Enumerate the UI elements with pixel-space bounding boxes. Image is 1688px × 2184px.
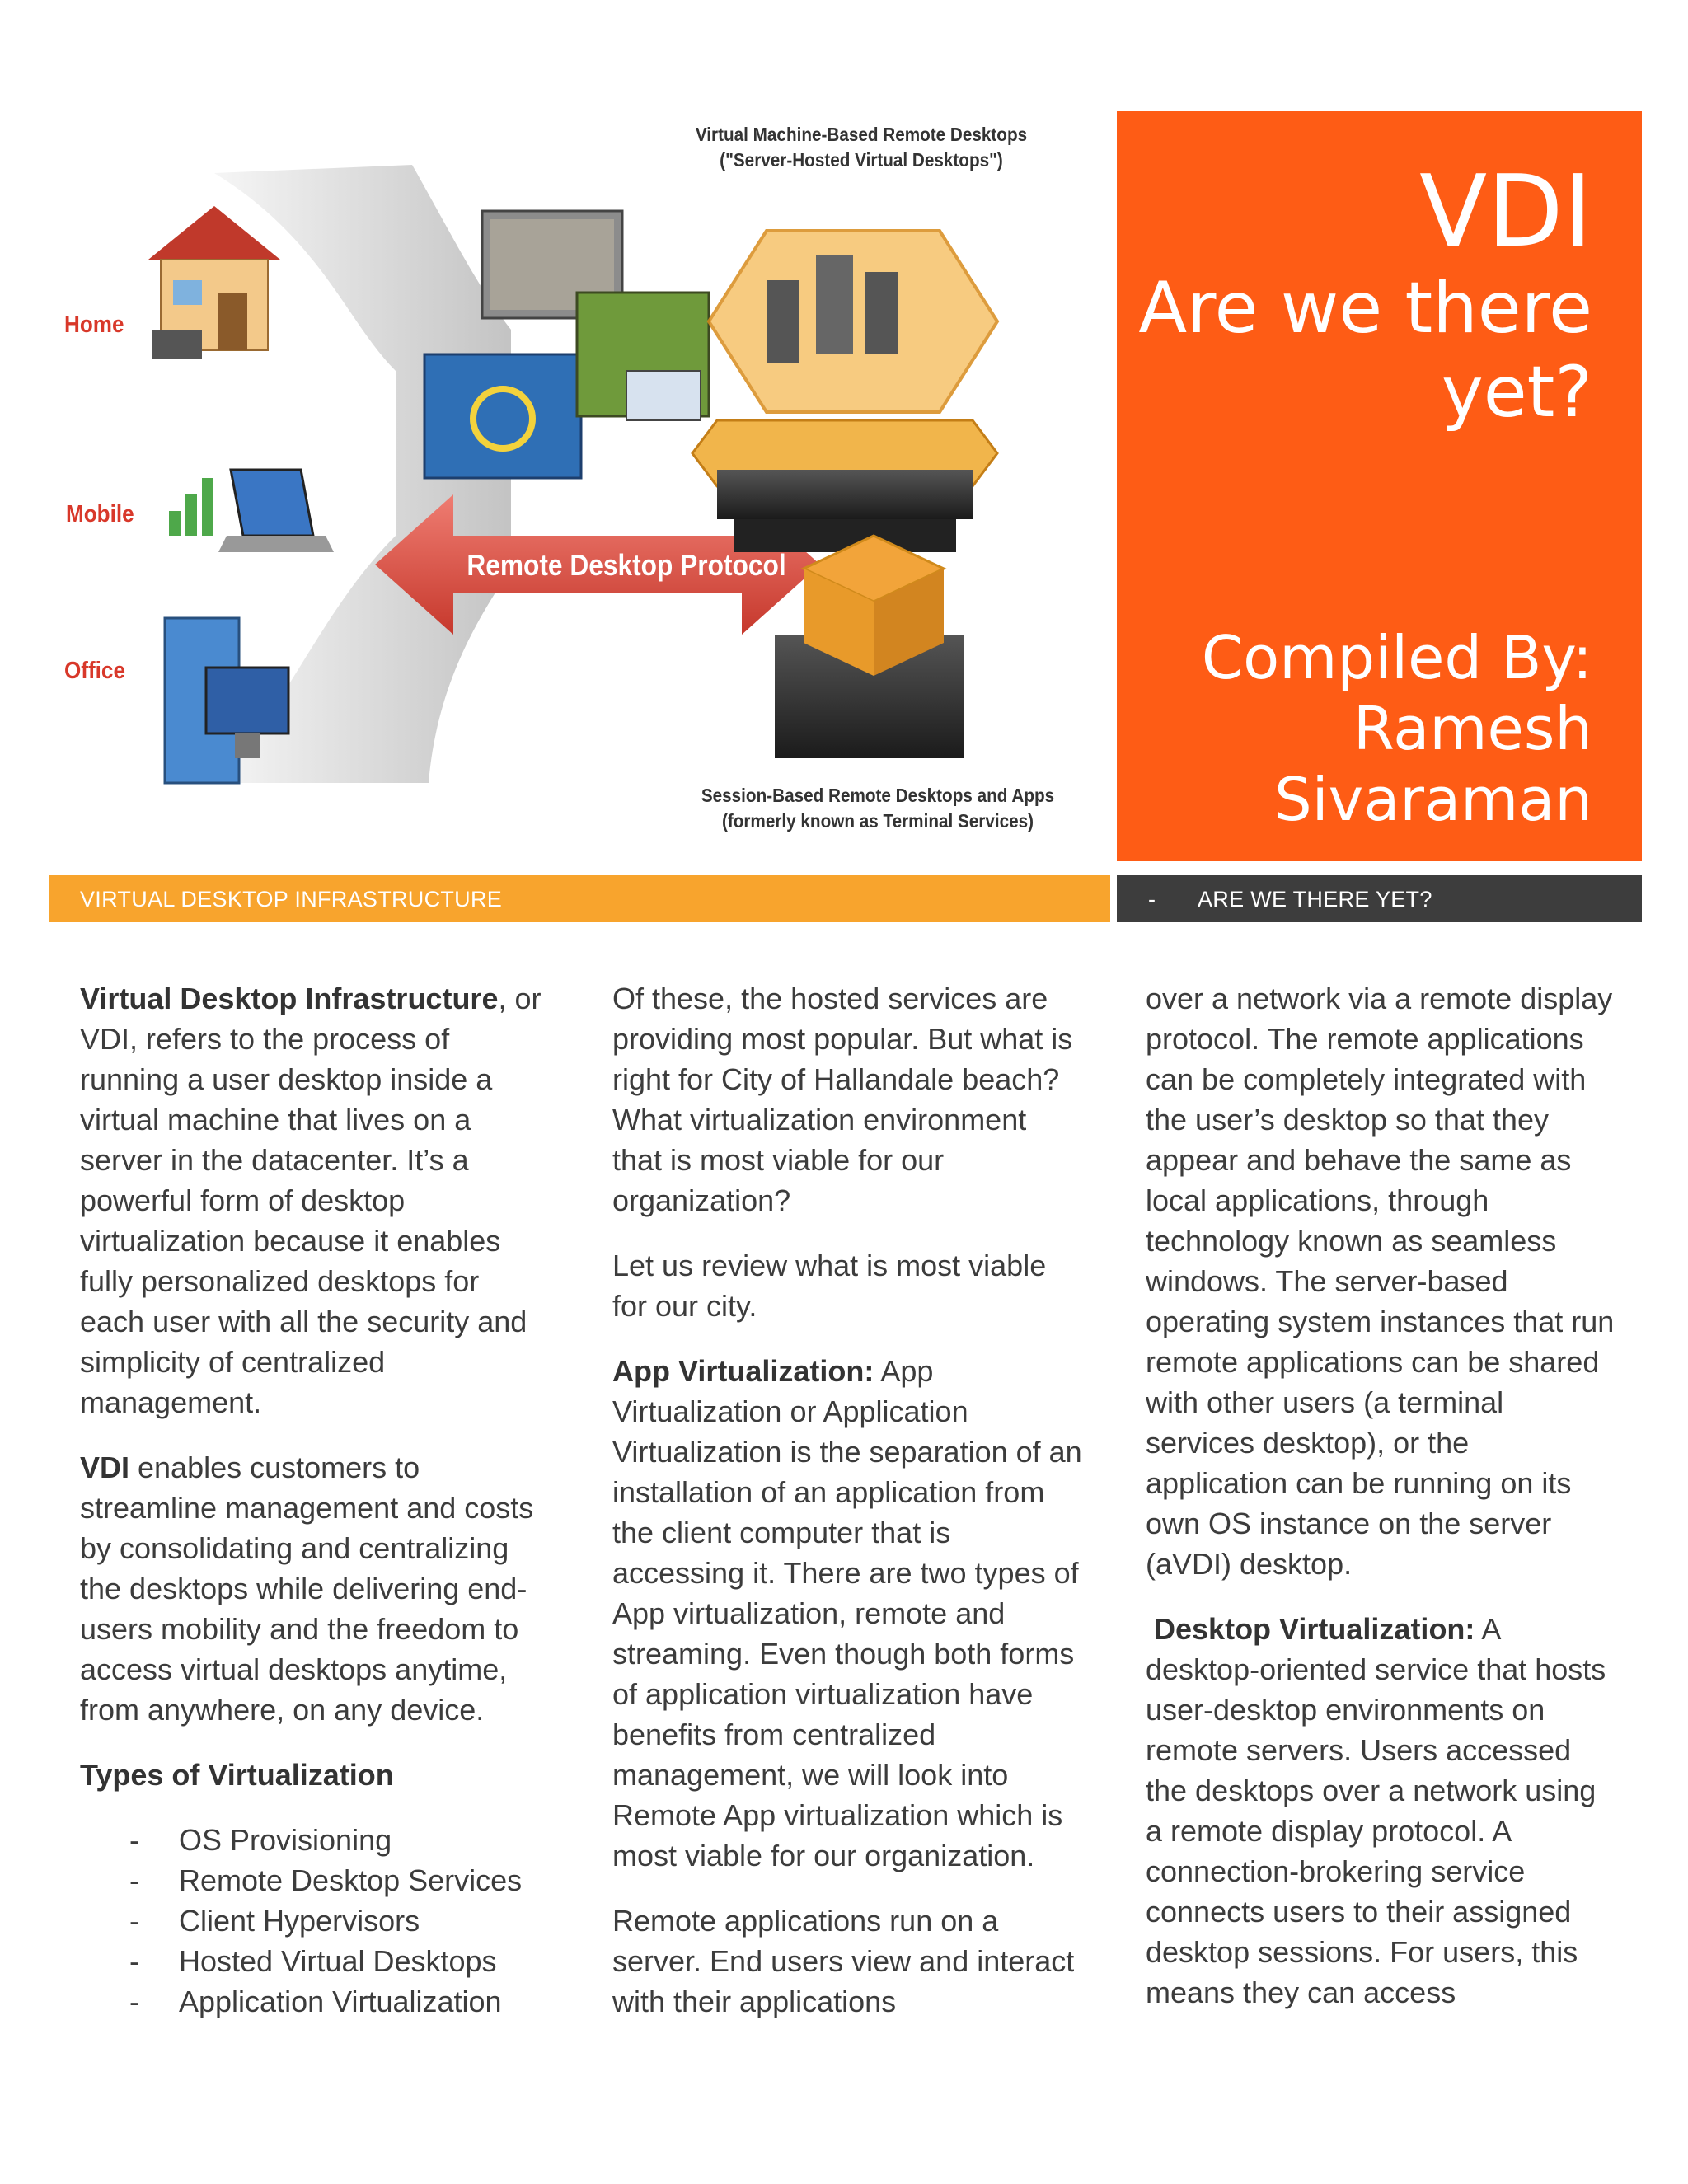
paragraph-text: enables customers to streamline management and costs by consolidating and centralizing the desktops while delivering end-users mobility and the freedom to access virtual desktops anytime, from anywhere, on any device. — [80, 1451, 534, 1727]
header-left-text: VIRTUAL DESKTOP INFRASTRUCTURE — [80, 887, 503, 912]
subtitle-line: yet? — [1441, 351, 1592, 434]
bottom-caption — [682, 783, 1075, 834]
bottom-caption-line: (formerly known as Terminal Services) — [721, 810, 1034, 832]
remote-desktop-protocol-label: Remote Desktop Protocol — [467, 548, 786, 582]
top-caption — [676, 122, 1047, 173]
list-item: - Application Virtualization — [129, 1985, 502, 2018]
header-right-text: ARE WE THERE YET? — [1198, 887, 1432, 912]
paragraph: Remote applications run on a server. End users view and interact with their applications — [612, 1904, 1075, 2018]
virtualization-types-list — [80, 1820, 550, 2022]
author-last-name: Sivaraman — [1273, 765, 1592, 834]
paragraph-text: A desktop-oriented service that hosts user-desktop environments on remote servers. Users accessed the desktops over a network using a remote display protocol. A connection-brokering service connects users to their assigned desktop sessions. For users, this means they can access — [1146, 1612, 1606, 2009]
hero-illustration — [49, 107, 1113, 857]
page-title: VDI — [1419, 155, 1592, 269]
section-heading — [80, 1755, 550, 1795]
types-heading: Types of Virtualization — [80, 1758, 394, 1792]
bold-term: Desktop Virtualization: — [1154, 1612, 1475, 1646]
paragraph: over a network via a remote display protocol. The remote applications can be completely integrated with the user’s desktop so that they appear and behave the same as local applications, through technology known as seamless windows. The server-based operating system instances that run remote applications can be shared with other users (a terminal services desktop), or the application can be running on its own OS instance on the server (aVDI) desktop. — [1146, 982, 1615, 1581]
list-item-text: Application Virtualization — [179, 1985, 502, 2018]
list-item: - Client Hypervisors — [129, 1904, 420, 1938]
office-label: Office — [64, 658, 125, 684]
paragraph — [80, 1447, 550, 1730]
mobile-label: Mobile — [66, 501, 134, 527]
page-subtitle — [1131, 266, 1592, 434]
list-item-text: OS Provisioning — [179, 1823, 392, 1857]
column-3 — [1146, 978, 1615, 2037]
paragraph: Of these, the hosted services are providing most popular. But what is right for City of Hallandale beach? What virtualization environment that is most viable for our organization? — [612, 982, 1073, 1217]
paragraph — [612, 1351, 1082, 1876]
header-dash: - — [1148, 887, 1156, 912]
column-2 — [612, 978, 1082, 2046]
paragraph-text: , or VDI, refers to the process of running a user desktop inside a virtual machine that lives on a server in the datacenter. It’s a powerful form of desktop virtualization because it enables fully personalized desktops for each user with all the security and simplicity of centralized management. — [80, 982, 542, 1419]
bold-term: Virtual Desktop Infrastructure — [80, 982, 499, 1015]
column-1 — [80, 978, 550, 2022]
rds-diagram — [49, 107, 1113, 857]
list-item-text: Remote Desktop Services — [179, 1863, 523, 1897]
bottom-caption-line: Session-Based Remote Desktops and Apps — [701, 785, 1055, 806]
author-first-name: Ramesh — [1353, 694, 1592, 763]
bold-term: VDI — [80, 1451, 130, 1484]
list-item-text: Client Hypervisors — [179, 1904, 420, 1938]
compiled-by-label: Compiled By: — [1201, 623, 1592, 692]
paragraph — [80, 978, 550, 1422]
list-item: - OS Provisioning — [129, 1823, 392, 1857]
header-bar-left — [49, 875, 1110, 922]
top-caption-line: Virtual Machine-Based Remote Desktops — [695, 124, 1028, 145]
paragraph — [1146, 1609, 1615, 2013]
header-bar-right — [1117, 875, 1642, 922]
home-label: Home — [64, 312, 124, 338]
subtitle-line: Are we there — [1138, 267, 1592, 349]
list-item-text: Hosted Virtual Desktops — [179, 1944, 497, 1978]
top-caption-line: ("Server-Hosted Virtual Desktops") — [720, 149, 1003, 171]
list-item: - Remote Desktop Services — [129, 1863, 523, 1897]
list-item: - Hosted Virtual Desktops — [129, 1944, 497, 1978]
paragraph: Let us review what is most viable for our city. — [612, 1249, 1047, 1323]
author-block — [1131, 622, 1592, 835]
paragraph-text: App Virtualization or Application Virtualization is the separation of an installation of an application from the client computer that is accessing it. There are two types of App virtualization, remote and streaming. Even though both forms of application virtualization have benefits from centralized management, we will look into Remote App virtualization which is most viable for our organization. — [612, 1354, 1082, 1872]
title-panel — [1117, 111, 1642, 861]
bold-term: App Virtualization: — [612, 1354, 874, 1388]
